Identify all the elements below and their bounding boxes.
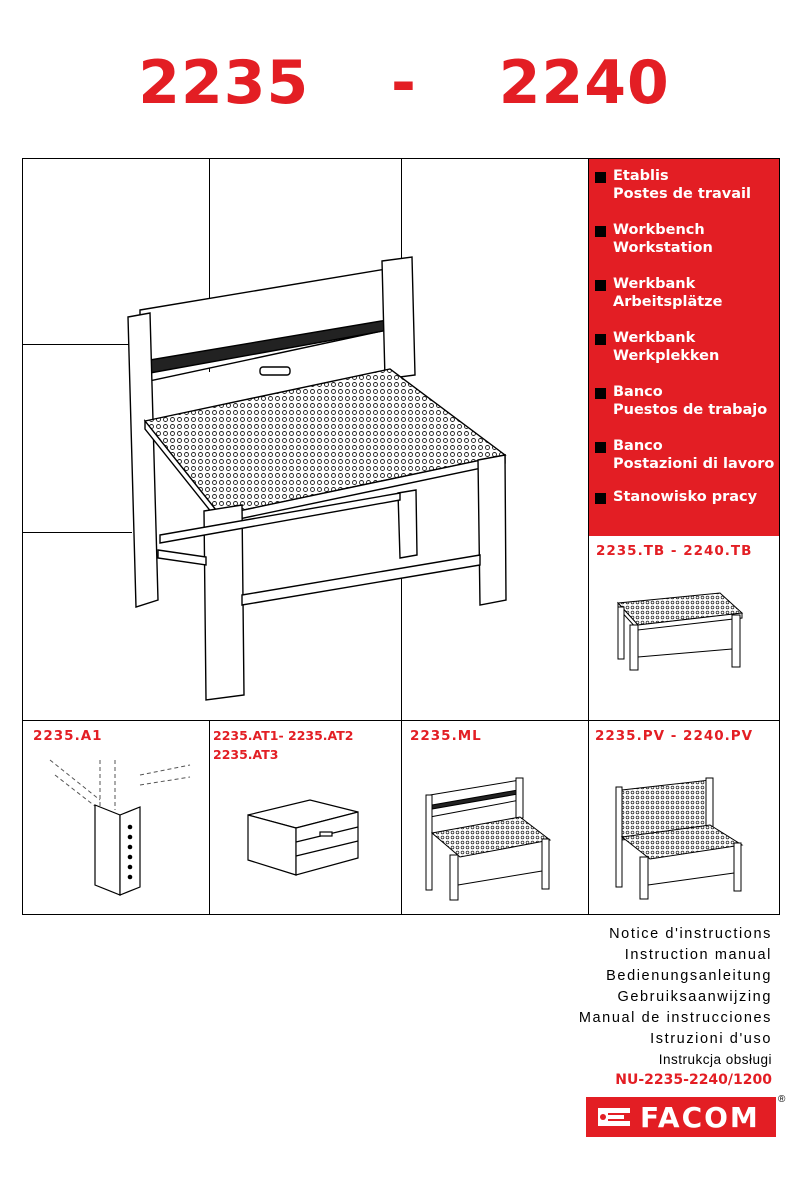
bullet-square-icon — [595, 280, 606, 291]
bullet-square-icon — [595, 442, 606, 453]
title-model-b: 2240 — [498, 48, 670, 118]
bullet-square-icon — [595, 493, 606, 504]
ref-at-line1: 2235.AT1- 2235.AT2 — [213, 728, 354, 743]
ref-at-line2: 2235.AT3 — [213, 747, 279, 762]
bullet-square-icon — [595, 172, 606, 183]
title-model-a: 2235 — [138, 48, 310, 118]
grid-line — [22, 532, 132, 533]
ref-a1: 2235.A1 — [33, 728, 103, 744]
document-number: NU-2235-2240/1200 — [615, 1072, 772, 1088]
bench-ml-illustration — [420, 775, 570, 905]
registered-mark: ® — [778, 1094, 786, 1105]
title-separator: - — [391, 48, 417, 118]
manual-title-pl: Instrukcja obsługi — [658, 1052, 772, 1067]
grid-line — [209, 720, 210, 915]
manual-title-nl: Gebruiksaanwijzing — [617, 989, 772, 1005]
wrench-logo-icon — [594, 1105, 634, 1129]
grid-line — [22, 344, 132, 345]
bench-pv-illustration — [610, 775, 760, 905]
ref-ml: 2235.ML — [410, 728, 482, 744]
bench-tb-illustration — [610, 585, 750, 675]
manual-title-it: Istruzioni d'uso — [650, 1031, 772, 1047]
ref-tb: 2235.TB - 2240.TB — [596, 543, 753, 559]
page-title — [0, 48, 808, 118]
manual-title-es: Manual de instrucciones — [578, 1010, 772, 1026]
manual-title-de: Bedienungsanleitung — [606, 968, 772, 984]
workbench-illustration — [120, 255, 520, 705]
manual-title-fr: Notice d'instructions — [609, 926, 772, 942]
bullet-square-icon — [595, 226, 606, 237]
manual-title-en: Instruction manual — [624, 947, 772, 963]
brand-name: FACOM — [640, 1101, 760, 1134]
ref-pv: 2235.PV - 2240.PV — [595, 728, 754, 744]
facom-logo — [586, 1097, 776, 1137]
bullet-square-icon — [595, 334, 606, 345]
grid-line — [22, 720, 780, 721]
drawer-at-illustration — [240, 790, 370, 885]
bullet-square-icon — [595, 388, 606, 399]
guard-a1-illustration — [40, 755, 200, 900]
